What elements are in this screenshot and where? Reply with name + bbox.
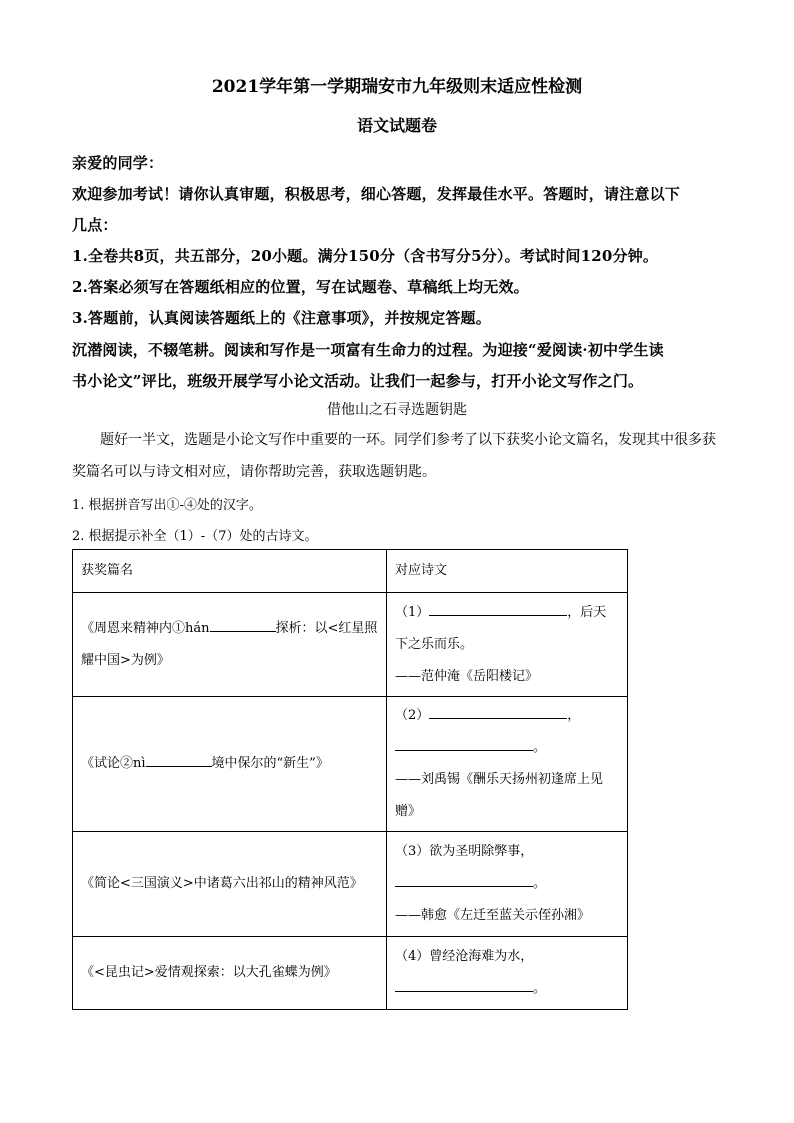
poem-text: ， [567,708,581,723]
poem-blank-1[interactable] [429,599,567,616]
hanzi-blank-2[interactable] [146,750,212,767]
note-1: 1.全卷共8页，共五部分，20小题。满分150分（含书写分5分）。考试时间120分钟。 [72,247,659,265]
lead-line-1: 沉潜阅读，不辍笔耕。阅读和写作是一项富有生命力的过程。为迎接“爱阅读·初中学生读 [72,341,664,359]
award-title-cell [73,593,387,697]
poem-text: 。 [533,876,547,891]
award-title-cell: 《<昆虫记>爱情观探索：以大孔雀蝶为例》 [73,937,387,1010]
greeting: 亲爱的同学： [72,154,164,172]
exam-title: 2021学年第一学期瑞安市九年级则末适应性检测 [211,77,583,97]
poem-cell [387,593,628,697]
question-2: 2. 根据提示补全（1）-（7）处的古诗文。 [72,529,318,544]
intro-line-2: 几点： [72,216,118,234]
note-2: 2.答案必须写在答题纸相应的位置，写在试题卷、草稿纸上均无效。 [72,278,529,296]
poem-cell [387,937,628,1010]
poem-text: （4）曾经沧海难为水， [395,949,534,964]
lead-line-2: 书小论文”评比，班级开展学写小论文活动。让我们一起参与，打开小论文写作之门。 [72,372,644,390]
award-title-cell [73,697,387,832]
poem-source: ——韩愈《左迁至蓝关示侄孙湘》 [395,908,591,923]
header-cell-poem: 对应诗文 [387,550,628,593]
note-3: 3.答题前，认真阅读答题纸上的《注意事项》，并按规定答题。 [72,309,491,327]
table-row [73,593,628,697]
award-title-suffix: 探析：以<红星照耀中国>为例》 [81,620,378,668]
table-row [73,832,628,937]
exam-subtitle: 语文试题卷 [356,116,437,135]
answer-table [72,549,628,1010]
poem-blank-2b[interactable] [395,734,533,751]
poem-number: （2） [395,708,430,723]
poem-blank-3[interactable] [395,870,533,887]
hanzi-blank-1[interactable] [210,615,276,632]
poem-blank-2a[interactable] [429,702,567,719]
poem-number: （1） [395,604,430,620]
table-header-row [73,550,628,593]
poem-source: ——范仲淹《岳阳楼记》 [395,668,539,684]
poem-text: 。 [533,740,547,755]
table-row [73,697,628,832]
section-paragraph: 题好一半文，选题是小论文写作中重要的一环。同学们参考了以下获奖小论文篇名，发现其中很多获奖篇名可以与诗文相对应，请你帮助完善，获取选题钥匙。 [72,432,716,480]
poem-blank-4[interactable] [395,975,533,992]
award-title-cell: 《简论<三国演义>中诸葛六出祁山的精神风范》 [73,832,387,937]
poem-cell [387,697,628,832]
question-1: 1. 根据拼音写出①-④处的汉字。 [72,498,262,513]
award-title-prefix: 《试论②nì [81,756,146,771]
poem-text: （3）欲为圣明除弊事， [395,844,534,859]
poem-text: ，后天下之乐而乐。 [395,604,607,652]
table-row [73,937,628,1010]
header-cell-title: 获奖篇名 [73,550,387,593]
poem-source: ——刘禹锡《酬乐天扬州初逢席上见赠》 [395,772,604,819]
poem-text: 。 [533,981,547,996]
poem-cell [387,832,628,937]
intro-line-1: 欢迎参加考试！请你认真审题，积极思考，细心答题，发挥最佳水平。答题时，请注意以下 [72,185,681,203]
award-title-suffix: 境中保尔的“新生”》 [211,756,329,771]
award-title-prefix: 《周恩来精神内①hán [81,620,210,636]
section-title: 借他山之石寻选题钥匙 [327,402,467,418]
